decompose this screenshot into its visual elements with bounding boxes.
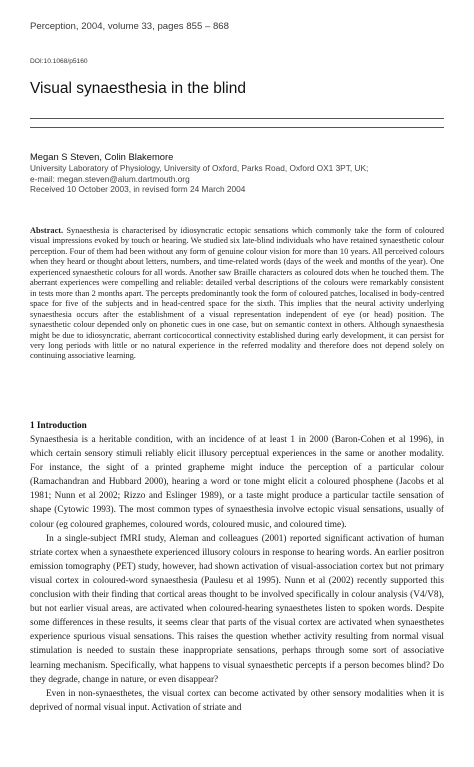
paragraph: Synaesthesia is a heritable condition, with an incidence of at least 1 in 2000 (Baron-Cohen et al 1996), in which certain sensory stimuli reliably elicit illusory perceptual experiences in the same or another modality. For instance, the sight of a printed grapheme might induce the perception of a particular colour (Ramachandran and Hubbard 2000), hearing a word or tone might elicit a coloured phosphene (Jacobs et al 1981; Nunn et al 2002; Rizzo and Eslinger 1989), or a taste might produce a particular tactile sensation of shape (Cytowic 1993). The most common types of synaesthesia involve ectopic visual sensations, usually of colour (eg coloured graphemes, coloured words, coloured music, and coloured time). [30, 435, 444, 530]
title-rule-bottom [30, 127, 444, 128]
journal-citation: Perception, 2004, volume 33, pages 855 – 868 [30, 21, 229, 32]
introduction-body [30, 433, 444, 715]
abstract-text: Synaesthesia is characterised by idiosyncratic ectopic sensations which commonly take the form of coloured visual impressions evoked by touch or hearing. We studied six late-blind individuals who have retained synaesthetic colour perception. Four of them had been without any form of genuine colour vision for more than 10 years. All perceived colours when they heard or thought about letters, numbers, and time-related words (days of the week and months of the year). One experienced synaesthetic colours for all words. Another saw Braille characters as coloured dots when he touched them. The aberrant experiences were compelling and reliable: detailed verbal descriptions of the colours were remarkably consistent in tests more than 2 months apart. The percepts predominantly took the form of coloured patches, localised in body-centred space for five of the subjects and in head-centred space for the sixth. This implies that the neural activity underlying synaesthesia occurs after the establishment of a visual representation independent of eye (or head) position. The synaesthetic colour depended only on phonetic cues in one case, but on semantic context in others. Although synaesthesia might be due to idiosyncratic, aberrant corticocortical connectivity established during early development, it can persist for very long periods with little or no natural experience in the referred modality and therefore does not depend solely on continuing associative learning. [30, 226, 444, 361]
abstract [30, 226, 444, 362]
email-line [30, 174, 450, 185]
email-address[interactable]: megan.steven@alum.dartmouth.org [57, 173, 190, 184]
received-date: Received 10 October 2003, in revised form 24 March 2004 [30, 184, 246, 195]
article-title: Visual synaesthesia in the blind [30, 80, 246, 97]
paragraph: In a single-subject fMRI study, Aleman and colleagues (2001) reported significant activation of human striate cortex when a synaesthete experienced illusory colours in response to hearing words. An earlier positron emission tomography (PET) study, however, had shown activation of visual-association cortex but not primary visual cortex in coloured-word synaesthesia (Paulesu et al 1995). Nunn et al (2002) recently supported this conclusion with their finding that cortical areas thought to be involved specifically in colour analysis (V4/V8), but not earlier visual areas, are activated when coloured-hearing synaesthetes listen to spoken words. Despite some differences in these results, it seems clear that parts of the visual cortex are activated when synaesthetes experience spurious visual sensations. This raises the question whether activity resulting from normal visual stimulation is needed to sustain these inappropriate sensations, perhaps through some sort of associative learning mechanism. Specifically, what happens to visual synaesthetic percepts if a person becomes blind? Do they degrade, change in nature, or even disappear? [30, 533, 444, 685]
doi: DOI:10.1068/p5160 [30, 58, 88, 65]
title-rule-top [30, 118, 444, 119]
affiliation: University Laboratory of Physiology, University of Oxford, Parks Road, Oxford OX1 3PT, UK; [30, 163, 369, 173]
abstract-label: Abstract. [30, 226, 64, 235]
authors: Megan S Steven, Colin Blakemore [30, 151, 174, 162]
affiliation-block [30, 163, 450, 195]
email-label: e-mail: [30, 173, 58, 184]
paragraph: Even in non-synaesthetes, the visual cortex can become activated by other sensory modalities when it is deprived of normal visual input. Activation of striate and [30, 688, 444, 713]
section-heading-introduction: 1 Introduction [30, 420, 87, 430]
